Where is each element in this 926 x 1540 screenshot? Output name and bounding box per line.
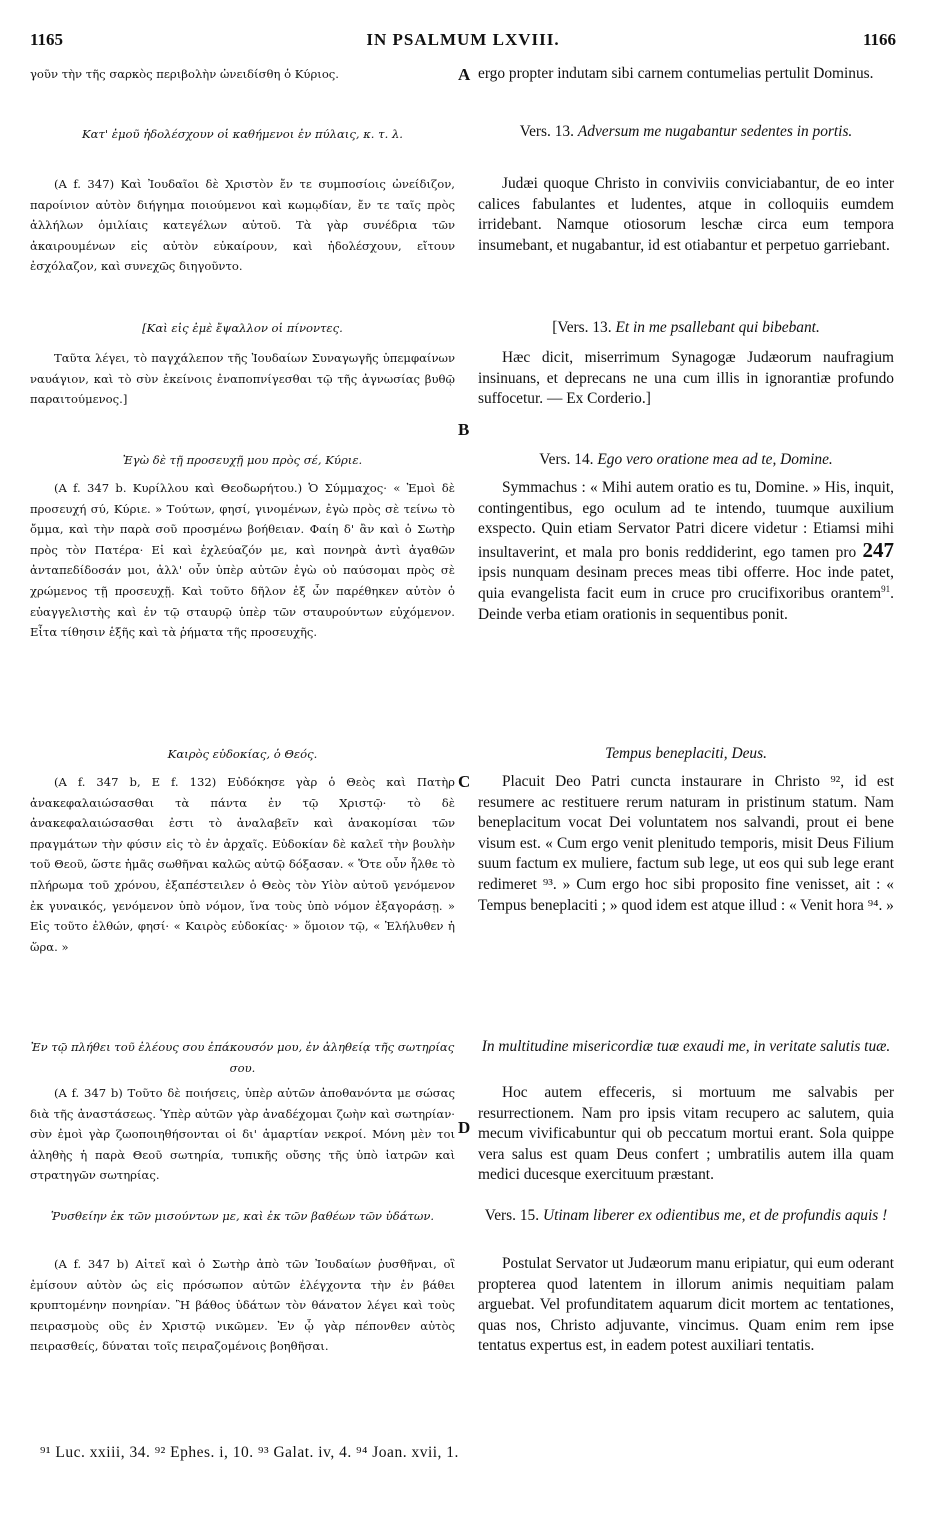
latin-verse-heading-14	[478, 450, 894, 471]
section-marker-b: B	[458, 420, 470, 439]
latin-verse-heading-15	[478, 1206, 894, 1227]
latin-verse-heading-13b	[478, 318, 894, 339]
section-marker-d: D	[458, 1118, 471, 1137]
running-title: IN PSALMUM LXVIII.	[366, 30, 560, 49]
section-marker-a: A	[458, 65, 471, 84]
latin-paragraph-3: Hæc dicit, miserrimum Synagogæ Judæorum naufragium insinuans, et deprecans ne una cum illis in ignorantiæ profundo suffocetur. — Ex Corderio.]	[478, 349, 894, 408]
verse-label: Vers. 15.	[484, 1207, 540, 1224]
greek-paragraph-6: (A f. 347 b) Τοῦτο δὲ ποιήσεις, ὑπὲρ αὐτῶν ἀποθανόντα με σώσας διὰ τῆς ἀναστάσεως. Ὑπὲρ αὐτῶν γὰρ ἀναδέχομαι ζωὴν καὶ σωτηρίαν· σὺν ἐμοὶ γὰρ ζωοποιηθήσονται οἱ δι' ἁμαρτίαν νεκροί. Μόνη μὲν τοι ἀληθὴς ἡ παρὰ Θεοῦ σωτηρία, τυπικῆς οὔσης τῆς ὑπὸ ἰατρῶν καὶ στρατηγῶν σωτηρίας.	[30, 1086, 455, 1183]
latin-paragraph-7: Postulat Servator ut Judæorum manu eripiatur, qui eum oderant propterea quod latentem in illorum animis nequitiam palam arguebat. Vel profunditatem aquarum dicit mortem ac tentationes, quas nos, Christo adjuvante, vincimus. Quam enim rem ipse tentatus expertus est, in eadem potest auxiliari tentatis.	[478, 1255, 894, 1355]
page-number-left: 1165	[30, 30, 64, 49]
verse-text: Adversum me nugabantur sedentes in portis.	[577, 123, 853, 140]
running-header	[30, 30, 896, 54]
verse-label: Vers. 13.	[519, 123, 574, 140]
greek-heading-1: Κατ' ἐμοῦ ἠδολέσχουν οἱ καθήμενοι ἐν πύλαις, κ. τ. λ.	[81, 127, 403, 141]
greek-paragraph-2: (A f. 347) Καὶ Ἰουδαῖοι δὲ Χριστὸν ἔν τε συμποσίοις ὠνείδιζον, παροίνιον αὐτὸν διήγημα ποιούμενοι καὶ κωμῳδίαν, ἔν τε ταῖς πρὸς ἀλλήλων ὁμιλίαις κατεγέλων αὐτοῦ. Τὰ γὰρ συνέδρια τῶν ἀκαιρουμένων εἰς αὐτὸν εὐκαίρουν, καὶ ἠδολέσχουν, εἴτουν ἐσχόλαζον, καὶ συνεχῶς διηγοῦντο.	[30, 177, 455, 274]
greek-heading-5: Ἐν τῷ πλήθει τοῦ ἐλέους σου ἐπάκουσόν μου, ἐν ἀληθείᾳ τῆς σωτηρίας σου.	[30, 1040, 455, 1075]
verse-text: Ego vero oratione mea ad te, Domine.	[597, 451, 833, 468]
greek-heading-3: Ἐγὼ δὲ τῇ προσευχῇ μου πρὸς σέ, Κύριε.	[122, 453, 363, 467]
latin-paragraph-4-part-a: Symmachus : « Mihi autem oratio es tu, Domine. » His, inquit, contingentibus, ego oculum ad te intendo, tuumque auxilium exspecto. Quin etiam Servator Patri dicere videtur : Etiamsi mihi insultaverint, et mala pro bonis reddiderint, ego tamen pro	[478, 479, 894, 561]
greek-paragraph-4: (A f. 347 b. Κυρίλλου καὶ Θεοδωρήτου.) Ὁ Σύμμαχος· « Ἐμοὶ δὲ προσευχή σύ, Κύριε. » Τούτων, φησί, γινομένων, ἐγὼ πρὸς σὲ τείνω τὸ ὄμμα, καὶ τὴν παρὰ σοῦ προσμένω βοήθειαν. Φαίη δ' ἂν καὶ ὁ Σωτὴρ πρὸς τὸν Πατέρα· Εἰ καὶ ἐχλεύαζόν με, καὶ πονηρὰ ἀντὶ ἀγαθῶν ἀνταπεδίδοσάν μοι, ἀλλ' οὖν ὑπὲρ αὐτῶν ἐγὼ οὐ παύσομαι πρὸς σὲ χρώμενος τῇ προσευχῇ. Καὶ τοῦτο δῆλον ἐξ ὧν παρέθηκεν αὐτὸν ὁ εὐαγγελιστὴς καὶ ἐν τῷ σταυρῷ ὑπὲρ τῶν σταυρούντων εὐχόμενον. Εἶτα τίθησιν ἑξῆς καὶ τὰ ῥήματα τῆς προσευχῆς.	[30, 481, 455, 640]
latin-verse-heading-13	[478, 122, 894, 143]
latin-paragraph-4	[478, 478, 894, 625]
greek-heading-4: Καιρὸς εὐδοκίας, ὁ Θεός.	[167, 747, 318, 761]
footnotes: ⁹¹ Luc. xxiii, 34. ⁹² Ephes. i, 10. ⁹³ Galat. iv, 4. ⁹⁴ Joan. xvii, 1.	[40, 1444, 459, 1461]
greek-heading-6: Ῥυσθείην ἐκ τῶν μισούντων με, καὶ ἐκ τῶν βαθέων τῶν ὑδάτων.	[50, 1209, 435, 1223]
greek-column	[30, 64, 455, 1424]
latin-paragraph-4-part-c: . Deinde verba etiam orationis in sequentibus ponit.	[478, 584, 894, 623]
latin-paragraph-4-part-b: ipsis nunquam desinam preces meas tibi offerre. Hoc inde patet, quia evangelista facit eum in cruce pro crucifixoribus orantem	[478, 564, 894, 602]
latin-column	[478, 64, 894, 1424]
greek-paragraph-3: Ταῦτα λέγει, τὸ παγχάλεπον τῆς Ἰουδαίων Συναγωγῆς ὑπεμφαίνων ναυάγιον, καὶ τὸ σὺν ἐκείνοις ἐναποπνίγεσθαι τῷ τῆς ἀγνωσίας βυθῷ παραιτούμενος.]	[30, 351, 455, 407]
section-marker-c: C	[458, 772, 471, 791]
verse-text: Et in me psallebant qui bibebant.	[615, 319, 820, 336]
latin-paragraph-1: ergo propter indutam sibi carnem contumelias pertulit Dominus.	[478, 65, 874, 82]
latin-paragraph-6: Hoc autem effeceris, si mortuum me salvabis per resurrectionem. Nam pro ipsis vitam recupero ac salutem, quia mecum vivificabuntur qui ob peccatum mortui erant. Sola quippe vera salus est quam Deus confert ; umbratilis autem illa quam medici ducesque exercituum præstant.	[478, 1084, 894, 1184]
latin-heading-5: In multitudine misericordiæ tuæ exaudi me, in veritate salutis tuæ.	[481, 1038, 891, 1055]
greek-paragraph-5: (A f. 347 b, E f. 132) Εὐδόκησε γὰρ ὁ Θεὸς καὶ Πατὴρ ἀνακεφαλαιώσασθαι τὰ πάντα ἐν τῷ Χριστῷ· τὸ δὲ ἀνακεφαλαιώσασθαι ἐστι τὸ ἀναλαβεῖν καὶ ἀνακομίσαι τῶν πραγμάτων τὴν φύσιν εἰς τὸ ἐν ἀρχαῖς. Εὐδοκίαν δὲ καλεῖ τὴν βουλὴν τοῦ Θεοῦ, ὥστε ἡμᾶς σωθῆναι καλῶς αὐτῷ δόξασαν. « Ὅτε οὖν ἦλθε τὸ πλήρωμα τοῦ χρόνου, ἐξαπέστειλεν ὁ Θεὸς τὸν Υἱὸν αὐτοῦ γενόμενον ἐκ γυναικός, γενόμενον ὑπὸ νόμον, ἵνα τοὺς ὑπὸ νόμον ἐξαγοράσῃ. » Εἰς τοῦτο ἐλθών, φησί· « Καιρὸς εὐδοκίας· » ὅμοιον τῷ, « Ἐλήλυθεν ἡ ὥρα. »	[30, 775, 455, 954]
latin-heading-4: Tempus beneplaciti, Deus.	[605, 745, 767, 762]
verse-text: Utinam liberer ex odientibus me, et de profundis aquis !	[542, 1207, 888, 1224]
greek-paragraph-1: γοῦν τὴν τῆς σαρκὸς περιβολὴν ὠνειδίσθη ὁ Κύριος.	[30, 67, 339, 81]
verse-label: Vers. 14.	[539, 451, 594, 468]
footnote-ref-91: 91	[881, 583, 891, 594]
greek-paragraph-7: (A f. 347 b) Αἰτεῖ καὶ ὁ Σωτὴρ ἀπὸ τῶν Ἰουδαίων ῥυσθῆναι, οἳ ἐμίσουν αὐτὸν ὡς εἰς πρόσωπον αὐτῶν ἐλέγχοντα τὴν ἐν βάθει κρυπτομένην πονηρίαν. Ἣ βάθος ὑδάτων τὸν θάνατον λέγει καὶ τοὺς πειρασμοὺς οὓς ἐν Χριστῷ νικῶμεν. Ἐν ᾧ γὰρ πέπονθεν αὐτὸς πειρασθείς, δύναται τοῖς πειραζομένοις βοηθῆσαι.	[30, 1257, 455, 1354]
latin-paragraph-2: Judæi quoque Christo in conviviis conviciabantur, de eo inter calices fabulantes et ludentes, atque in colloquiis eumdem irridebant. Namque otiosorum leschæ circa eum tempora insumebant, et nugabantur, id est otiabantur et perpetuo garriebant.	[478, 175, 894, 254]
verse-label: [Vers. 13.	[552, 319, 612, 336]
column-page-mark: 247	[862, 537, 894, 562]
page-number-right: 1166	[862, 30, 896, 49]
greek-heading-2: [Καὶ εἰς ἐμὲ ἔψαλλον οἱ πίνοντες.	[142, 321, 343, 335]
latin-paragraph-5: Placuit Deo Patri cuncta instaurare in Christo ⁹², id est resumere ac restituere rerum naturam in pristinum statum. Nam beneplacitum vocat Dei voluntatem nos salvandi, prout ei bene visum est. « Cum ergo venit plenitudo temporis, misit Deus Filium suum factum ex muliere, factum sub lege, ut eos qui sub lege erant redimeret ⁹³. » Cum ergo hoc sibi proposito fine venisset, ait : « Tempus beneplaciti ; » quod idem est atque illud : « Venit hora ⁹⁴. »	[478, 773, 894, 914]
